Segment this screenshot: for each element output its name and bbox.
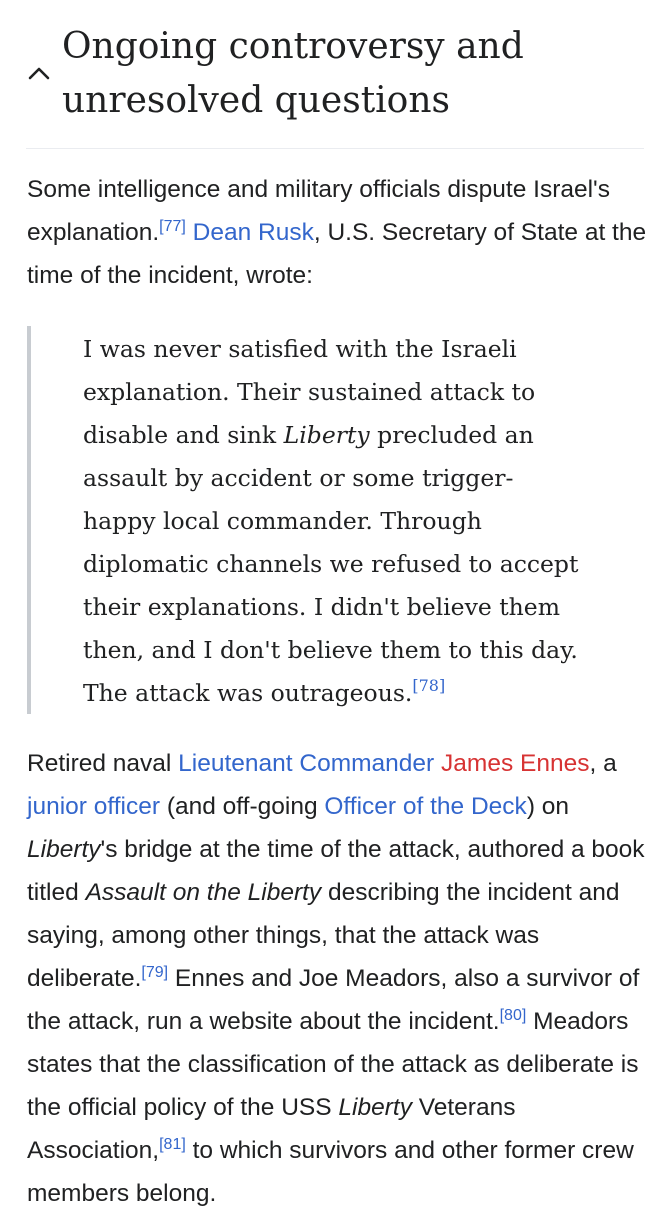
citation-79[interactable]: [79] [141, 964, 169, 981]
link-james-ennes[interactable]: James Ennes [441, 750, 590, 777]
italic-liberty-2: Liberty [338, 1094, 412, 1121]
ennes-text-8: Ennes and Joe Meadors, also a survivor of the attack, run a website about the incident. [27, 965, 640, 1035]
section-divider [26, 148, 644, 149]
italic-book-title: Assault on the Liberty [85, 879, 322, 906]
chevron-up-icon[interactable] [22, 56, 58, 92]
ennes-text-11: to which survivors and other former crew members belong. [27, 1137, 634, 1207]
citation-77[interactable]: [77] [159, 218, 186, 235]
ennes-text-5: ) on [526, 793, 570, 820]
ennes-text-3: , a [589, 750, 617, 777]
citation-78[interactable]: [78] [412, 676, 446, 695]
intro-text-2: , U.S. Secretary of State at the time of the incident, wrote: [27, 219, 647, 289]
link-junior-officer[interactable]: junior officer [27, 793, 161, 820]
ennes-text-4: (and off-going [160, 793, 325, 820]
citation-80[interactable]: [80] [499, 1007, 527, 1024]
intro-text-1: Some intelligence and military officials dispute Israel's explanation. [27, 176, 610, 246]
ennes-text-10: Veterans Association, [27, 1094, 516, 1164]
section-header [0, 0, 670, 150]
ennes-text-2 [434, 750, 441, 777]
ennes-text-1: Retired naval [27, 750, 179, 777]
link-lieutenant-commander[interactable]: Lieutenant Commander [178, 750, 435, 777]
paragraph-ennes [27, 742, 647, 1215]
blockquote [27, 326, 651, 714]
ennes-text-9: Meadors states that the classification of the attack as deliberate is the official policy of the USS [27, 1008, 639, 1121]
citation-81[interactable]: [81] [159, 1136, 186, 1153]
quote-text-2: precluded an assault by accident or some trigger-happy local commander. Through diplomatic channels we refused to accept their explanations. I didn't believe them then, and I don't believe them to this day. The attack was outrageous. [83, 421, 579, 707]
section-title: Ongoing controversy and unresolved questions [62, 26, 524, 121]
ennes-text-6: 's bridge at the time of the attack, authored a book titled [27, 836, 645, 906]
quote-text [31, 326, 583, 715]
quote-italic-liberty: Liberty [283, 421, 370, 449]
quote-text-1: I was never satisfied with the Israeli explanation. Their sustained attack to disable and sink [83, 335, 536, 449]
link-officer-of-the-deck[interactable]: Officer of the Deck [324, 793, 527, 820]
link-dean-rusk[interactable]: Dean Rusk [192, 219, 314, 246]
ennes-text-7: describing the incident and saying, among other things, that the attack was deliberate. [27, 879, 620, 992]
paragraph-intro [27, 168, 647, 297]
italic-liberty-1: Liberty [27, 836, 101, 863]
